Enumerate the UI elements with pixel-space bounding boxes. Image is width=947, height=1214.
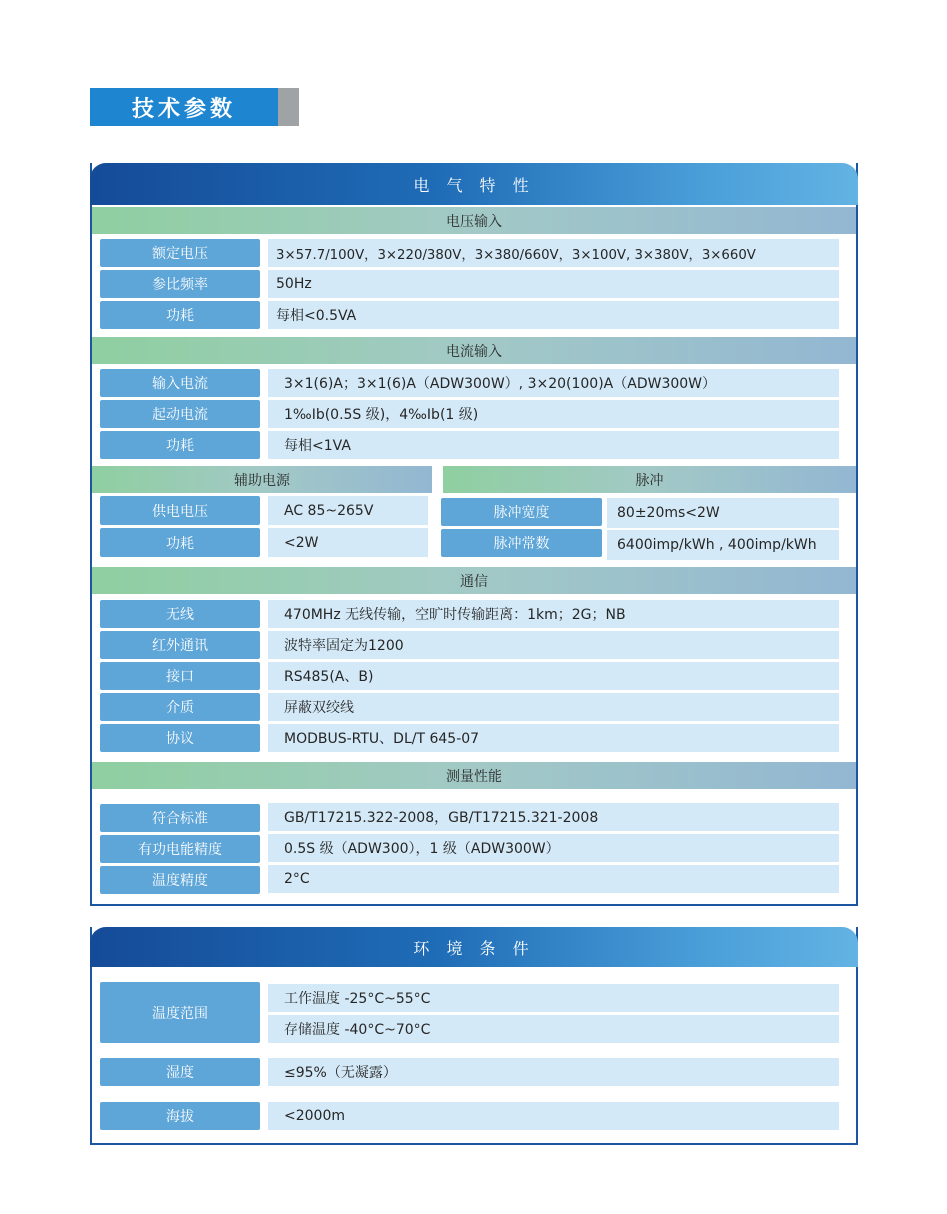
value-interface: RS485(A、B) — [268, 662, 839, 690]
label-active-energy-accuracy: 有功电能精度 — [100, 835, 260, 863]
electrical-panel-title: 电 气 特 性 — [90, 163, 858, 205]
label-rated-voltage: 额定电压 — [100, 239, 260, 267]
label-starting-current: 起动电流 — [100, 400, 260, 428]
section-header-pulse: 脉冲 — [443, 466, 856, 493]
label-humidity: 湿度 — [100, 1058, 260, 1086]
section-header-communication: 通信 — [92, 567, 856, 594]
label-wireless: 无线 — [100, 600, 260, 628]
section-header-measurement: 测量性能 — [92, 762, 856, 789]
page-title: 技术参数 — [90, 88, 278, 126]
label-protocol: 协议 — [100, 724, 260, 752]
label-current-power-consumption: 功耗 — [100, 431, 260, 459]
label-input-current: 输入电流 — [100, 369, 260, 397]
value-humidity: ≤95%（无凝露） — [268, 1058, 839, 1086]
label-temperature-range: 温度范围 — [100, 982, 260, 1043]
value-reference-frequency: 50Hz — [268, 270, 839, 298]
value-temperature-accuracy: 2°C — [268, 865, 839, 893]
value-pulse-width: 80±20ms<2W — [607, 498, 839, 528]
value-aux-power-consumption: <2W — [268, 528, 428, 557]
label-temperature-accuracy: 温度精度 — [100, 866, 260, 894]
section-header-current-input: 电流输入 — [92, 337, 856, 364]
value-voltage-power-consumption: 每相<0.5VA — [268, 301, 839, 329]
label-supply-voltage: 供电电压 — [100, 496, 260, 525]
value-standard: GB/T17215.322-2008，GB/T17215.321-2008 — [268, 803, 839, 831]
label-aux-power-consumption: 功耗 — [100, 528, 260, 557]
label-altitude: 海拔 — [100, 1102, 260, 1130]
value-protocol: MODBUS-RTU、DL/T 645-07 — [268, 724, 839, 752]
label-voltage-power-consumption: 功耗 — [100, 301, 260, 329]
value-wireless: 470MHz 无线传输，空旷时传输距离：1km；2G；NB — [268, 600, 839, 628]
label-reference-frequency: 参比频率 — [100, 270, 260, 298]
label-interface: 接口 — [100, 662, 260, 690]
label-pulse-constant: 脉冲常数 — [441, 529, 602, 557]
value-active-energy-accuracy: 0.5S 级（ADW300），1 级（ADW300W） — [268, 834, 839, 862]
label-standard: 符合标准 — [100, 804, 260, 832]
value-rated-voltage: 3×57.7/100V，3×220/380V，3×380/660V，3×100V, 3×380V，3×660V — [268, 239, 839, 267]
label-infrared: 红外通讯 — [100, 631, 260, 659]
value-current-power-consumption: 每相<1VA — [268, 431, 839, 459]
value-altitude: <2000m — [268, 1102, 839, 1130]
value-supply-voltage: AC 85~265V — [268, 496, 428, 525]
value-medium: 屏蔽双绞线 — [268, 693, 839, 721]
title-accent-bar — [278, 88, 299, 126]
environment-panel-title: 环 境 条 件 — [90, 927, 858, 967]
section-header-aux-power: 辅助电源 — [92, 466, 432, 493]
value-input-current: 3×1(6)A；3×1(6)A（ADW300W）, 3×20(100)A（ADW300W） — [268, 369, 839, 397]
value-working-temperature: 工作温度 -25°C~55°C — [268, 984, 839, 1012]
label-pulse-width: 脉冲宽度 — [441, 498, 602, 526]
label-medium: 介质 — [100, 693, 260, 721]
section-header-voltage-input: 电压输入 — [92, 207, 856, 234]
value-starting-current: 1‰Ib(0.5S 级)，4‰Ib(1 级) — [268, 400, 839, 428]
value-infrared: 波特率固定为1200 — [268, 631, 839, 659]
value-storage-temperature: 存储温度 -40°C~70°C — [268, 1015, 839, 1043]
value-pulse-constant: 6400imp/kWh , 400imp/kWh — [607, 530, 839, 560]
